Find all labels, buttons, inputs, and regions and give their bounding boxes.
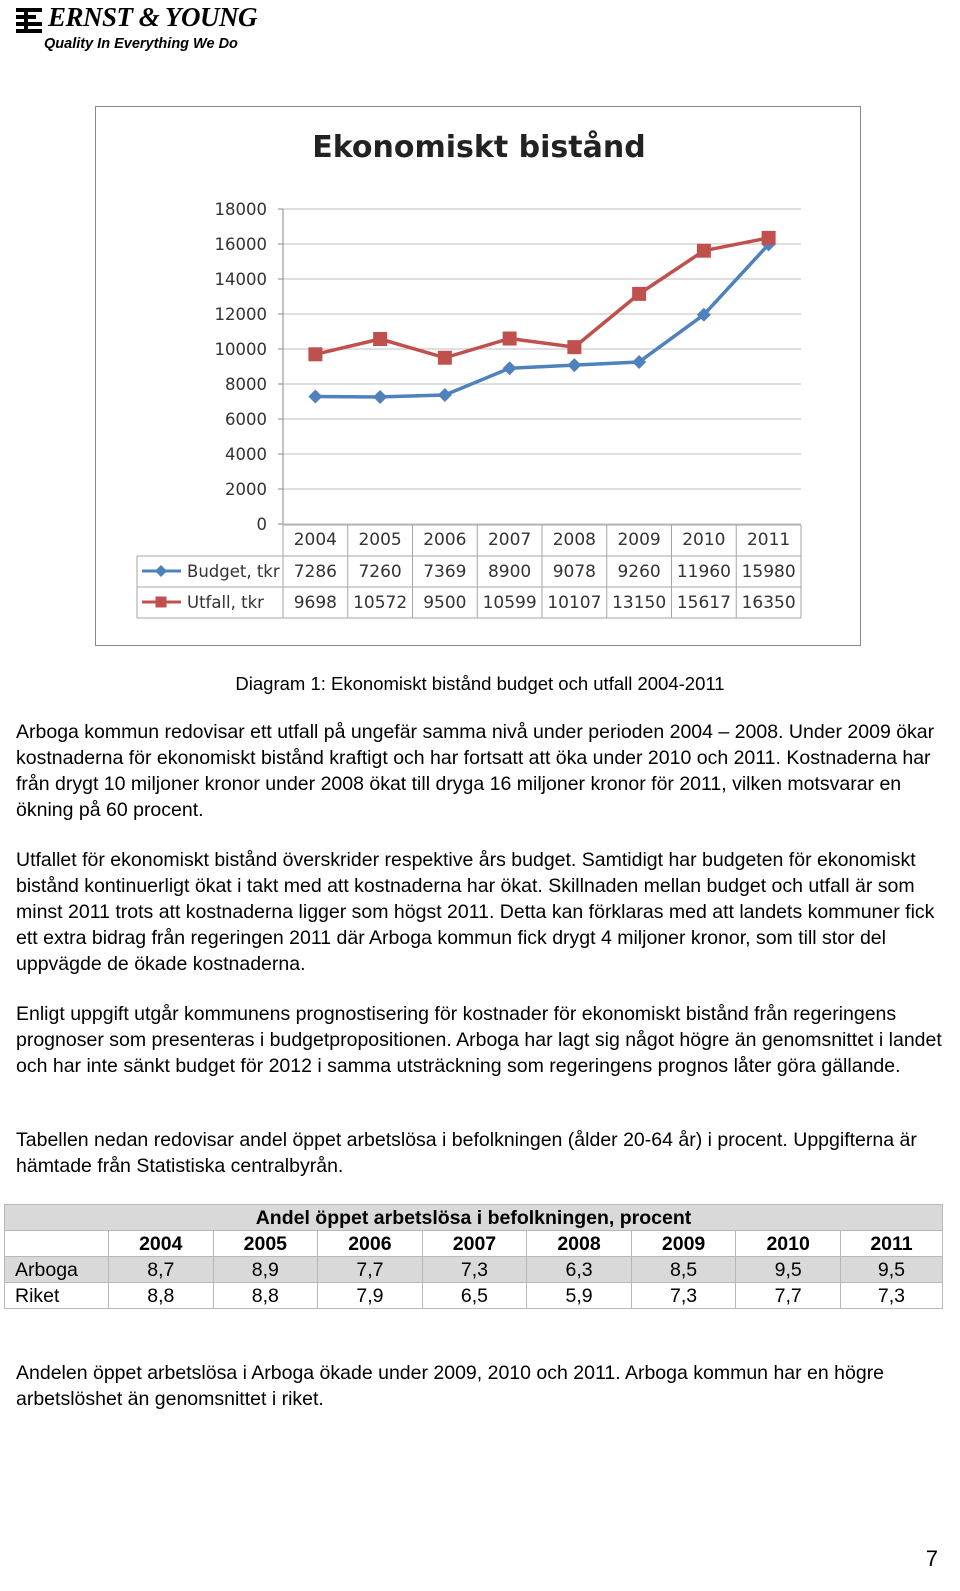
line-chart [96,107,862,647]
data-table-value: 9500 [423,593,467,613]
table-cell: 8,9 [213,1257,318,1283]
logo-name: ERNST & YOUNG [48,2,258,32]
data-table-value: 15617 [676,593,731,613]
y-tick-label: 10000 [214,340,267,359]
paragraph-1: Arboga kommun redovisar ett utfall på ungefär samma nivå under perioden 2004 – 2008. Under 2009 ökar kostnaderna för ekonomiskt bistånd kraftigt och har fortsatt att öka under 2010 och 2011. Kostnaderna har från drygt 10 miljoner kronor under 2008 ökat till dryga 16 miljoner kronor för 2011, vilken motsvarar en ökning på 60 procent. [16,721,935,821]
page-number: 7 [925,1546,938,1571]
data-table-value: 16350 [741,593,796,613]
data-table-value: 9698 [293,593,338,613]
table-year-header: 2006 [318,1231,423,1257]
data-table-value: 10572 [353,593,408,613]
data-point-square [503,332,517,346]
data-table-value: 7369 [423,562,467,582]
data-point-square [373,332,387,346]
table-cell: 7,3 [422,1257,527,1283]
data-point-diamond [503,361,517,375]
table-cell: 8,8 [213,1283,318,1309]
data-point-diamond [438,388,452,402]
y-tick-label: 6000 [225,410,267,429]
y-tick-label: 8000 [225,375,267,394]
data-table-value: 7286 [293,562,338,582]
table-title: Andel öppet arbetslösa i befolkningen, procent [5,1205,943,1231]
table-year-header: 2010 [736,1231,841,1257]
data-point-square [632,287,646,301]
series-line [315,244,768,397]
logo-mark-icon [14,6,46,36]
table-cell: 8,8 [109,1283,214,1309]
paragraph-5: Andelen öppet arbetslösa i Arboga ökade under 2009, 2010 och 2011. Arboga kommun har en högre arbetslöshet än genomsnittet i riket. [16,1362,885,1410]
data-point-square [567,340,581,354]
table-cell: 5,9 [527,1283,632,1309]
table-corner-cell [5,1231,109,1257]
table-title-row [5,1205,943,1231]
data-table-value: 9260 [617,562,661,582]
y-tick-label: 12000 [214,305,267,324]
table-cell: 8,7 [109,1257,214,1283]
data-point-diamond [308,389,322,403]
x-tick-label: 2007 [487,530,532,550]
table-cell: 6,5 [422,1283,527,1309]
paragraph-2: Utfallet för ekonomiskt bistånd överskrider respektive års budget. Samtidigt har budgeten för ekonomiskt bistånd kontinuerligt ökat i takt med att kostnaderna har ökat. Skillnaden mellan budget och utfall är som minst 2011 trots att kostnaderna ligger som högst 2011. Detta kan förklaras med att landets kommuner fick ett extra bidrag från regeringen 2011 där Arboga kommun fick drygt 4 miljoner kronor, som till stor del uppvägde de ökade kostnaderna. [16,849,935,975]
x-tick-label: 2006 [423,530,467,550]
table-year-header: 2011 [840,1231,942,1257]
table-year-header: 2004 [109,1231,214,1257]
ernst-young-logo [14,2,264,54]
y-tick-label: 14000 [214,270,267,289]
x-tick-label: 2005 [358,530,402,550]
data-table-value: 8900 [487,562,532,582]
table-cell: 7,3 [631,1283,736,1309]
paragraph-4: Tabellen nedan redovisar andel öppet arbetslösa i befolkningen (ålder 20-64 år) i procent. Uppgifterna är hämtade från Statistiska centralbyrån. [16,1129,917,1177]
table-cell: 7,7 [318,1257,423,1283]
data-table-value: 9078 [552,562,597,582]
data-point-diamond [373,390,387,404]
table-cell: 6,3 [527,1257,632,1283]
unemployment-table [4,1204,943,1309]
table-year-header: 2008 [527,1231,632,1257]
x-tick-label: 2009 [617,530,661,550]
table-cell: 9,5 [840,1257,942,1283]
data-point-square [762,231,776,245]
table-row-label: Riket [5,1283,109,1309]
data-point-square [697,244,711,258]
table-cell: 8,5 [631,1257,736,1283]
logo-tagline: Quality In Everything We Do [44,36,238,52]
data-table-value: 7260 [358,562,402,582]
data-table-value: 10599 [482,593,537,613]
data-point-square [438,351,452,365]
table-cell: 7,9 [318,1283,423,1309]
data-table-value: 15980 [741,562,796,582]
legend-label: Utfall, tkr [187,593,264,612]
chart-caption: Diagram 1: Ekonomiskt bistånd budget och utfall 2004-2011 [235,673,725,694]
y-tick-label: 16000 [214,235,267,254]
table-year-header: 2007 [422,1231,527,1257]
table-year-header: 2005 [213,1231,318,1257]
x-tick-label: 2010 [682,530,726,550]
table-header-row [5,1231,943,1257]
y-tick-label: 4000 [225,445,267,464]
table-cell: 7,7 [736,1283,841,1309]
legend-marker-square [156,597,167,608]
data-table-value: 13150 [612,593,667,613]
legend-marker-diamond [155,565,167,577]
data-point-square [308,347,322,361]
y-tick-label: 2000 [225,480,267,499]
x-tick-label: 2008 [552,530,597,550]
data-point-diamond [567,358,581,372]
chart-frame [95,106,861,646]
table-row [5,1257,943,1283]
chart-title: Ekonomiskt bistånd [312,130,646,165]
table-row-label: Arboga [5,1257,109,1283]
x-tick-label: 2004 [293,530,338,550]
table-cell: 7,3 [840,1283,942,1309]
paragraph-3: Enligt uppgift utgår kommunens prognostisering för kostnader för ekonomiskt bistånd från regeringens prognoser som presenteras i budgetpropositionen. Arboga har lagt sig något högre än genomsnittet i landet och har inte sänkt budget för 2012 i samma utsträckning som regeringens prognos låter göra gällande. [16,1003,942,1077]
table-row [5,1283,943,1309]
x-tick-label: 2011 [746,530,791,550]
y-tick-label: 18000 [214,200,267,219]
data-table-value: 11960 [676,562,731,582]
data-table-value: 10107 [547,593,602,613]
table-cell: 9,5 [736,1257,841,1283]
table-year-header: 2009 [631,1231,736,1257]
legend-label: Budget, tkr [187,562,280,581]
y-tick-label: 0 [256,515,267,534]
